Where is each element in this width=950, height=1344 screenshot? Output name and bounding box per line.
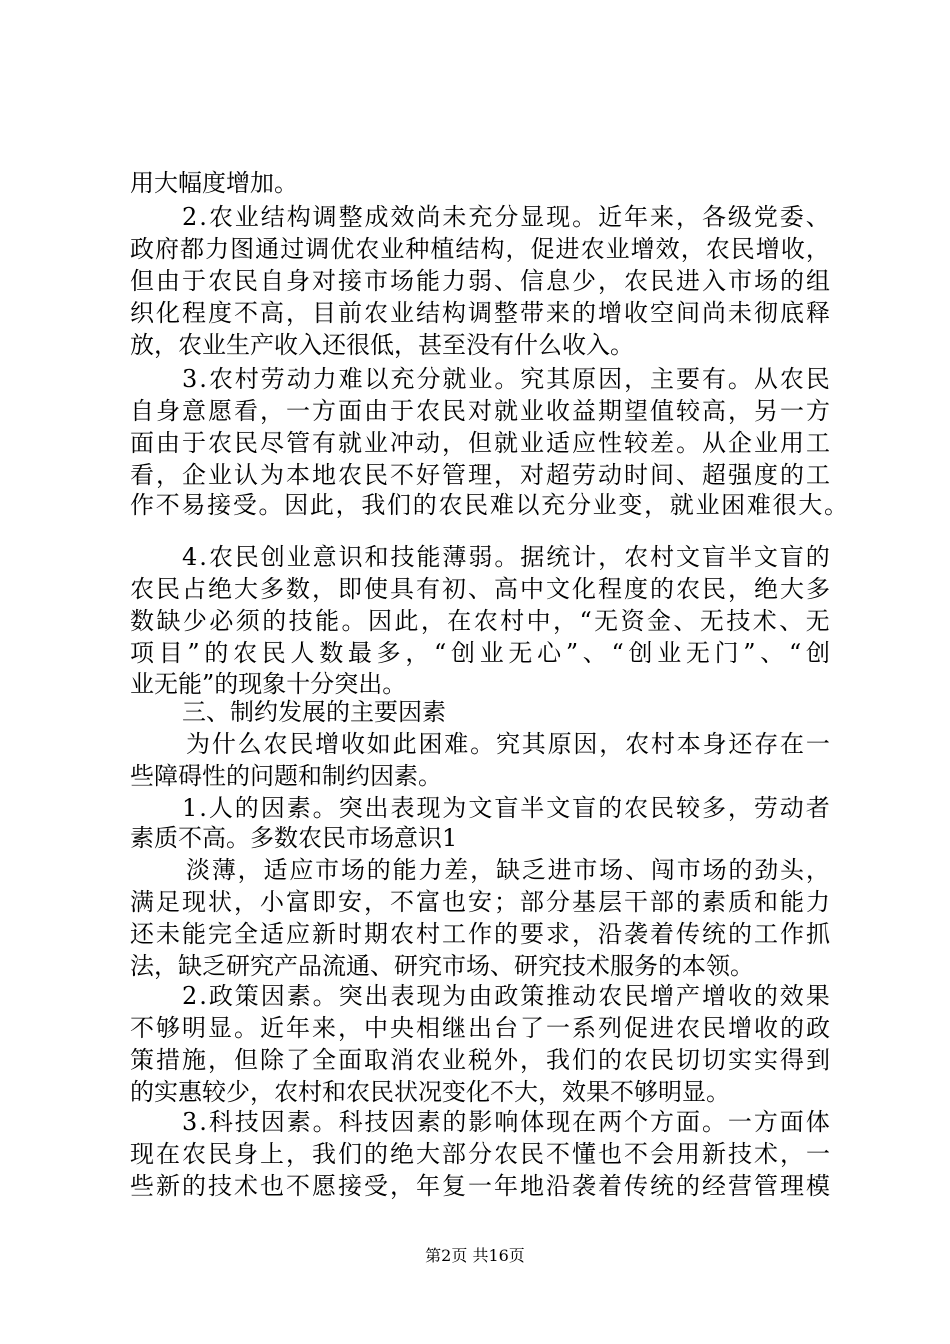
text-line: 看 ， 企 业 认 为 本 地 农 民 不 好 管 理 ， 对 超 劳 动 时 间 、 超 强 度 的 工 — [130, 461, 830, 489]
text-line: 放，农业生产收入还很低，甚至没有什么收入。 — [130, 331, 634, 359]
text-line: 自 身 意 愿 看 ， 一 方 面 由 于 农 民 对 就 业 收 益 期 望 值 较 高 ， 另 一 方 — [130, 397, 830, 425]
text-line: 政 府 都 力 图 通 过 调 优 农 业 种 植 结 构 ， 促 进 农 业 增 效 ， 农 民 增 收 ， — [130, 235, 830, 263]
text-line: 不 够 明 显 。 近 年 来 ， 中 央 相 继 出 台 了 一 系 列 促 进 农 民 增 收 的 政 — [130, 1014, 830, 1042]
text-line: 农 民 占 绝 大 多 数 ， 即 使 具 有 初 、 高 中 文 化 程 度 的 农 民 ， 绝 大 多 — [130, 575, 830, 603]
section-heading: 三、制约发展的主要因素 — [182, 698, 446, 726]
text-line: 1 . 人 的 因 素 。 突 出 表 现 为 文 盲 半 文 盲 的 农 民 较 多 ， 劳 动 者 — [182, 794, 830, 822]
text-line: 项 目 ” 的 农 民 人 数 最 多 ， “ 创 业 无 心 ” 、 “ 创 业 无 门 ” 、 “ 创 — [130, 639, 830, 667]
text-line: 作 不 易 接 受 。 因 此 ， 我 们 的 农 民 难 以 充 分 业 变 ， 就 业 困 难 很 大 。 — [130, 491, 848, 519]
text-line: 2 . 政 策 因 素 。 突 出 表 现 为 由 政 策 推 动 农 民 增 产 增 收 的 效 果 — [182, 982, 830, 1010]
text-line: 数 缺 少 必 须 的 技 能 。 因 此 ， 在 农 村 中 ， “ 无 资 金 、 无 技 术 、 无 — [130, 607, 830, 635]
text-line: 织 化 程 度 不 高 ， 目 前 农 业 结 构 调 整 带 来 的 增 收 空 间 尚 未 彻 底 释 — [130, 299, 830, 327]
text-line: 些 新 的 技 术 也 不 愿 接 受 ， 年 复 一 年 地 沿 袭 着 传 统 的 经 营 管 理 模 — [130, 1172, 830, 1200]
text-line: 淡 薄 ， 适 应 市 场 的 能 力 差 ， 缺 乏 进 市 场 、 闯 市 场 的 劲 头 ， — [186, 856, 830, 884]
text-line: 业无能”的现象十分突出。 — [130, 670, 407, 698]
text-line: 3 . 科 技 因 素 。 科 技 因 素 的 影 响 体 现 在 两 个 方 面 。 一 方 面 体 — [182, 1108, 830, 1136]
text-line: 素质不高。多数农民市场意识1 — [130, 824, 458, 852]
text-line: 为 什 么 农 民 增 收 如 此 困 难 。 究 其 原 因 ， 农 村 本 身 还 存 在 一 — [186, 730, 830, 758]
text-line: 2 . 农 业 结 构 调 整 成 效 尚 未 充 分 显 现 。 近 年 来 ， 各 级 党 委 、 — [182, 203, 830, 231]
text-line: 3 . 农 村 劳 动 力 难 以 充 分 就 业 。 究 其 原 因 ， 主 要 有 。 从 农 民 — [182, 365, 830, 393]
text-line: 面 由 于 农 民 尽 管 有 就 业 冲 动 ， 但 就 业 适 应 性 较 差 。 从 企 业 用 工 — [130, 429, 830, 457]
text-line: 满 足 现 状 ， 小 富 即 安 ， 不 富 也 安 ； 部 分 基 层 干 部 的 素 质 和 能 力 — [130, 888, 830, 916]
text-line: 法，缺乏研究产品流通、研究市场、研究技术服务的本领。 — [130, 952, 754, 980]
text-line: 的实惠较少，农村和农民状况变化不大，效果不够明显。 — [130, 1078, 730, 1106]
text-line: 用大幅度增加。 — [130, 169, 298, 197]
text-line: 4 . 农 民 创 业 意 识 和 技 能 薄 弱 。 据 统 计 ， 农 村 文 盲 半 文 盲 的 — [182, 543, 830, 571]
text-line: 还 未 能 完 全 适 应 新 时 期 农 村 工 作 的 要 求 ， 沿 袭 着 传 统 的 工 作 抓 — [130, 920, 830, 948]
page-number: 第2页 共16页 — [425, 1246, 525, 1265]
text-line: 些障碍性的问题和制约因素。 — [130, 762, 442, 790]
text-line: 但 由 于 农 民 自 身 对 接 市 场 能 力 弱 、 信 息 少 ， 农 民 进 入 市 场 的 组 — [130, 267, 830, 295]
text-line: 现 在 农 民 身 上 ， 我 们 的 绝 大 部 分 农 民 不 懂 也 不 会 用 新 技 术 ， 一 — [130, 1140, 830, 1168]
text-line: 策 措 施 ， 但 除 了 全 面 取 消 农 业 税 外 ， 我 们 的 农 民 切 切 实 实 得 到 — [130, 1046, 830, 1074]
